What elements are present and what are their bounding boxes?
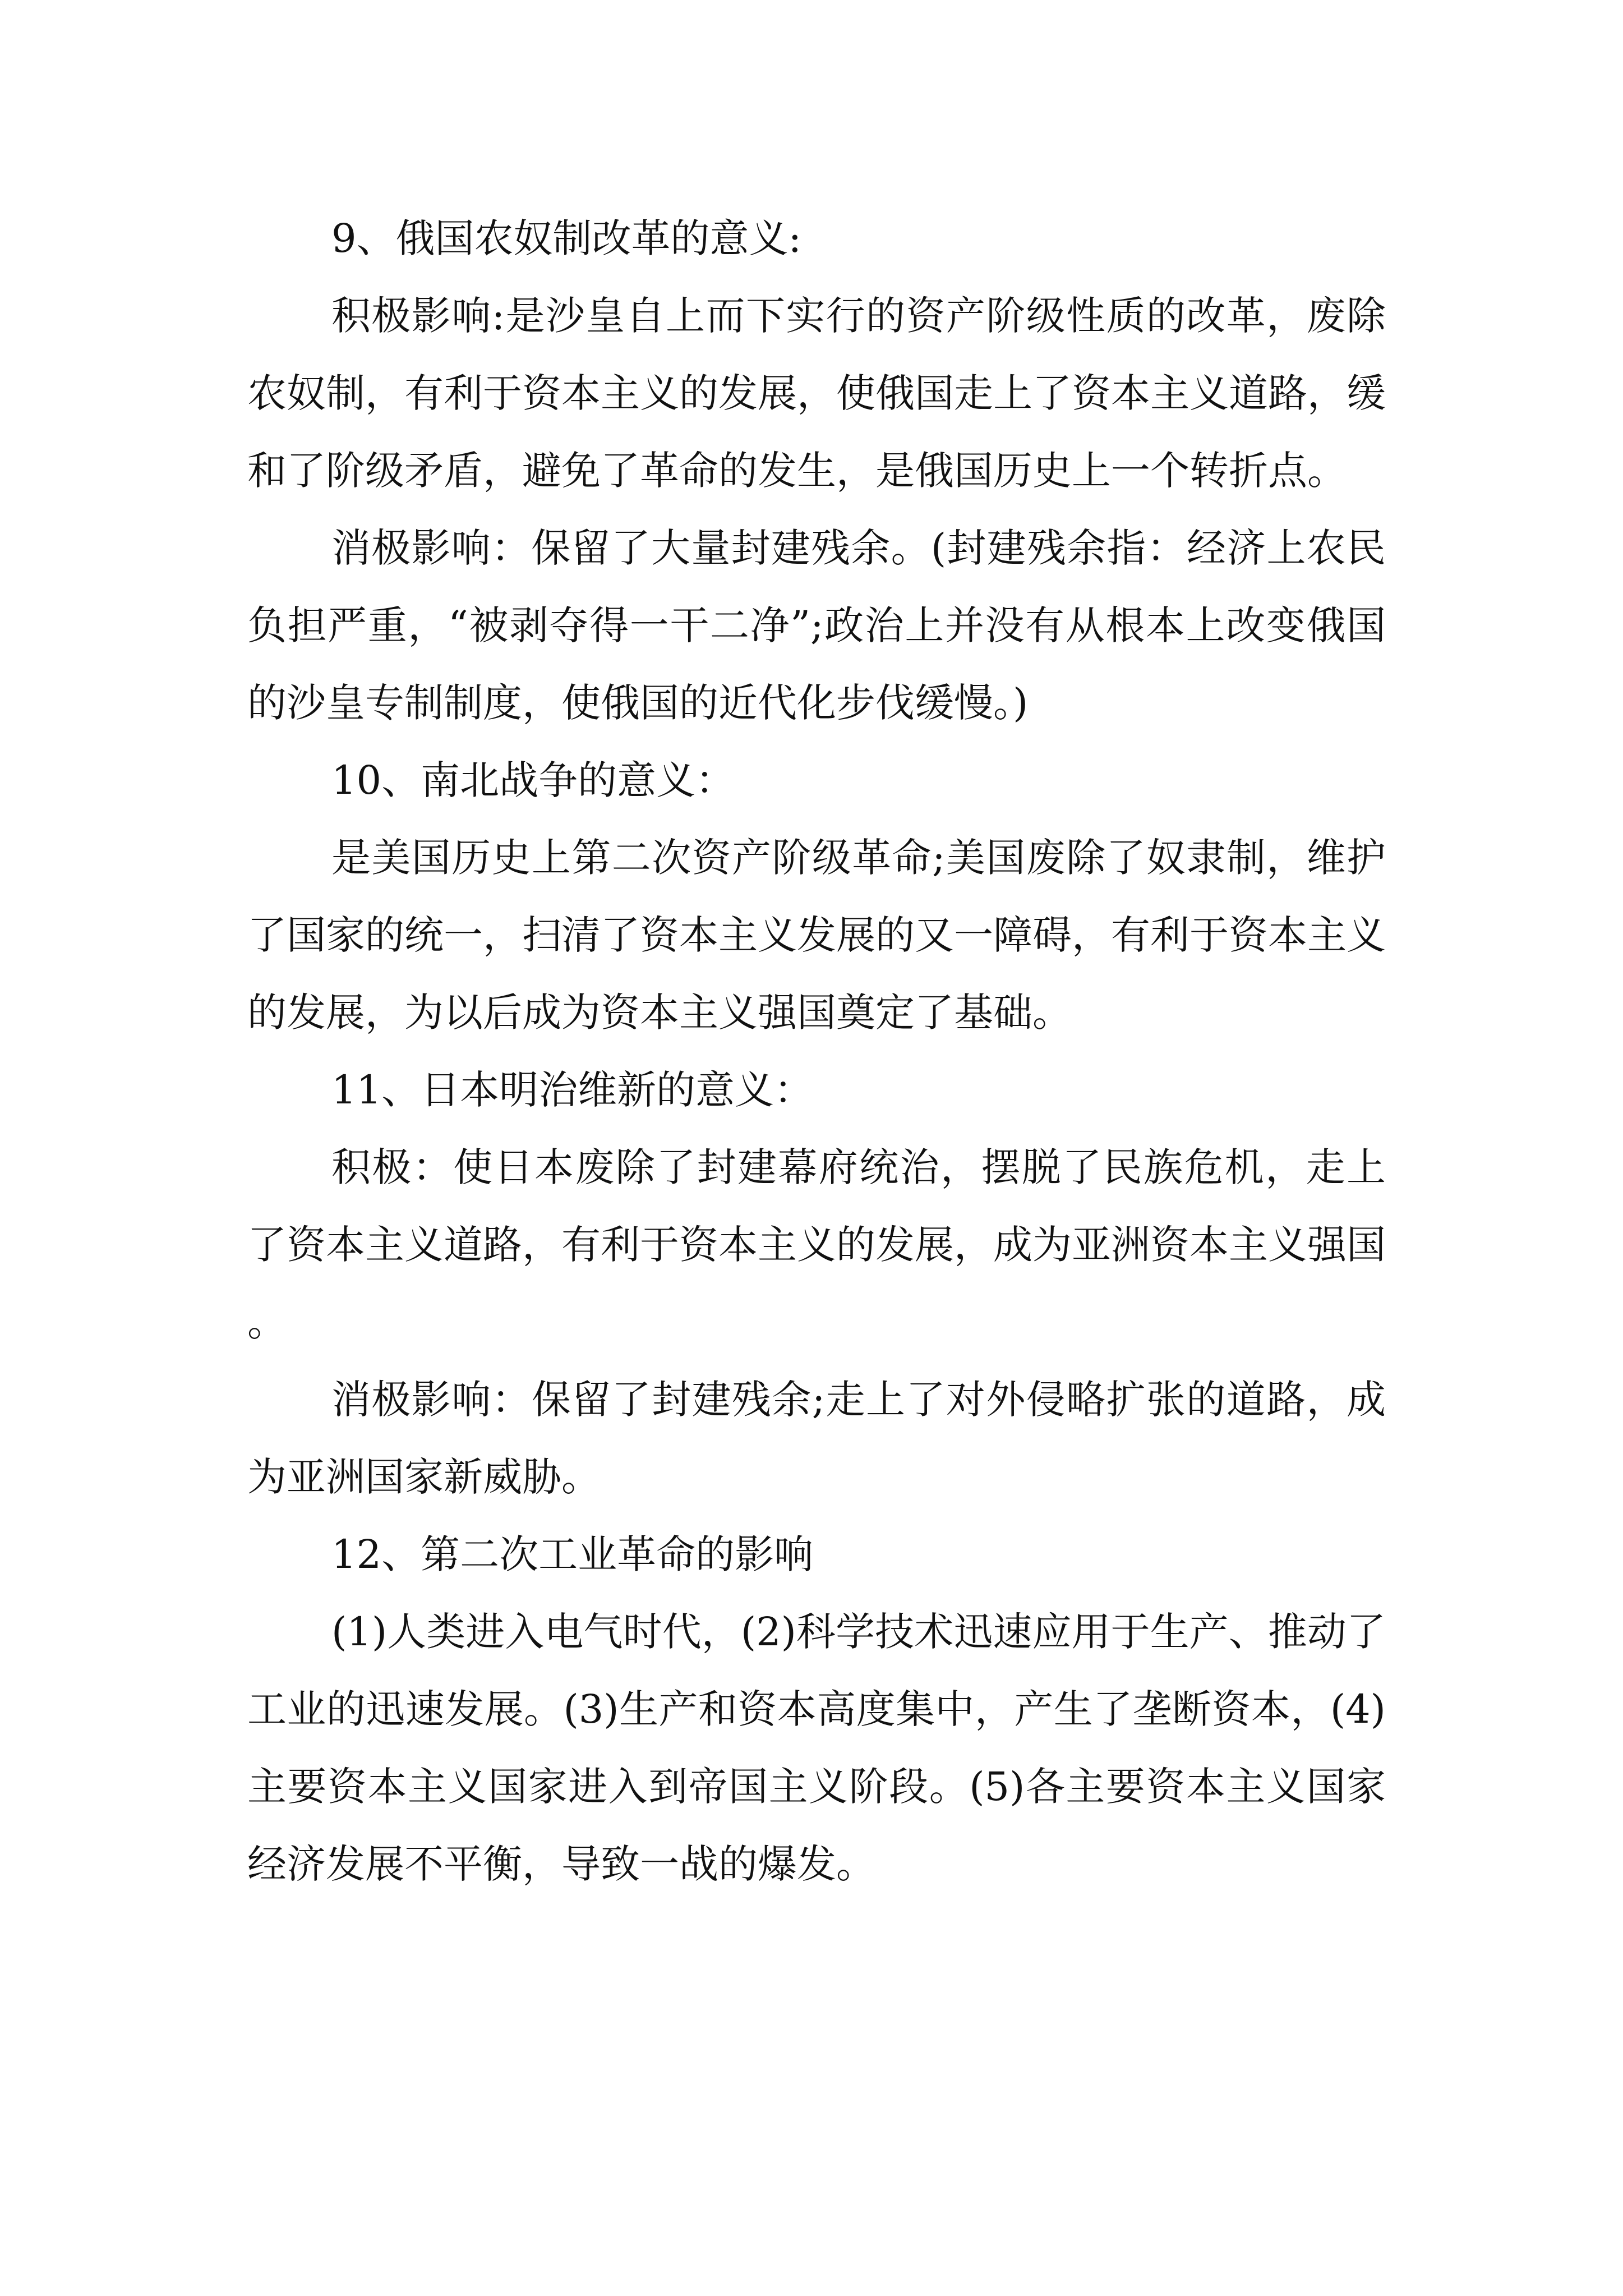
heading-meiji-restoration: 11、日本明治维新的意义： (331, 1067, 814, 1113)
paragraph-second-industrial-revolution: (1)人类进入电气时代，(2)科学技术迅速应用于生产、推动了工业的迅速发展。(3)生产和资本高度集中，产生了垄断资本，(4)主要资本主义国家进入到帝国主义阶段。(5)各主要资本主义国家经济发展不平衡，导致一战的爆发。 (247, 1609, 1386, 1887)
heading-serf-reform: 9、俄国农奴制改革的意义: (331, 215, 802, 261)
paragraph-serf-reform-positive: 积极影响:是沙皇自上而下实行的资产阶级性质的改革，废除农奴制，有利于资本主义的发展，使俄国走上了资本主义道路，缓和了阶级矛盾，避免了革命的发生，是俄国历史上一个转折点。 (247, 293, 1386, 494)
paragraph-civil-war: 是美国历史上第二次资产阶级革命;美国废除了奴隶制，维护了国家的统一，扫清了资本主义发展的又一障碍，有利于资本主义的发展，为以后成为资本主义强国奠定了基础。 (247, 835, 1386, 1036)
paragraph-meiji-positive: 积极：使日本废除了封建幕府统治，摆脱了民族危机，走上了资本主义道路，有利于资本主义的发展，成为亚洲资本主义强国。 (247, 1144, 1386, 1345)
document-page (247, 200, 1386, 1903)
paragraph-serf-reform-negative: 消极影响：保留了大量封建残余。(封建残余指：经济上农民负担严重，“被剥夺得一干二净”;政治上并没有从根本上改变俄国的沙皇专制制度，使俄国的近代化步伐缓慢。) (247, 525, 1386, 726)
heading-civil-war: 10、南北战争的意义： (331, 757, 735, 803)
heading-second-industrial-revolution: 12、第二次工业革命的影响 (331, 1531, 814, 1577)
paragraph-meiji-negative: 消极影响：保留了封建残余;走上了对外侵略扩张的道路，成为亚洲国家新威胁。 (247, 1377, 1386, 1500)
